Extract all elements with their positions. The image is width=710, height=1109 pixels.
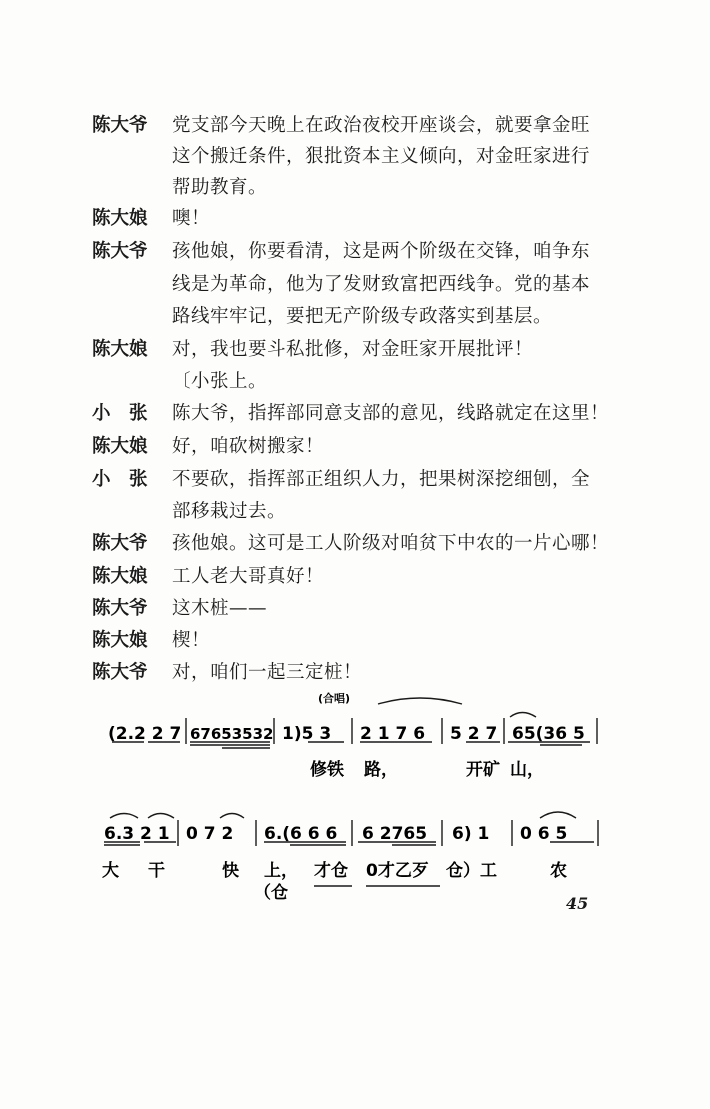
speech-text: 对，我也要斗私批修，对金旺家开展批评！ (172, 339, 534, 360)
speech-text: 帮助教育。 (172, 177, 268, 198)
score-measure: 2 1 7 6 (360, 724, 426, 744)
speaker-name: 陈大娘 (92, 339, 148, 360)
score-measure: 0 7 2 (186, 824, 234, 844)
score-measure: 6.3 2 1 (104, 824, 170, 844)
lyric: 山， (510, 760, 544, 780)
lyric: 0才乙歹 (366, 861, 429, 881)
lyric: 路， (364, 760, 398, 780)
lyric: 修铁 (310, 760, 344, 780)
chorus-mark: (合唱) (318, 692, 351, 705)
lyric: 开矿 (466, 760, 500, 780)
score-measure: (2.2 2 7 (108, 724, 182, 744)
lyric: 上， (264, 861, 298, 881)
score-measure: 6) 1 (452, 824, 490, 844)
speech-text: 这木桩—— (172, 598, 268, 619)
lyric: 快 (222, 861, 239, 881)
speaker-name: 小 张 (92, 403, 148, 424)
speech-text: 对，咱们一起三定桩！ (172, 662, 363, 683)
speaker-name: 陈大爷 (92, 662, 148, 683)
lyric: 农 (550, 861, 567, 881)
speech-text: 党支部今天晚上在政治夜校开座谈会，就要拿金旺 (172, 115, 591, 136)
page-number: 45 (566, 894, 589, 913)
speech-text: 部移栽过去。 (172, 501, 287, 522)
lyric: 才仓 (314, 861, 348, 881)
score-measure: 1)5 3 (282, 724, 332, 744)
speaker-name: 陈大娘 (92, 436, 148, 457)
slur-mark (378, 698, 462, 704)
speaker-name: 陈大娘 (92, 208, 148, 229)
score-measure: 65(36 5 (512, 724, 585, 744)
speaker-name: 陈大爷 (92, 241, 148, 262)
lyric-percussion: （仓 (254, 883, 288, 903)
speech-text: 孩他娘，你要看清，这是两个阶级在交锋，咱争东 (172, 241, 591, 262)
score-measure: 6.(6 6 6 (264, 824, 338, 844)
score-measure: 0 6 5 (520, 824, 568, 844)
speech-text: 这个搬迁条件，狠批资本主义倾向，对金旺家进行 (172, 146, 591, 167)
speech-text: 路线牢牢记，要把无产阶级专政落实到基层。 (172, 306, 553, 327)
speech-text: 不要砍，指挥部正组织人力，把果树深挖细刨，全 (172, 469, 591, 490)
speaker-name: 陈大爷 (92, 598, 148, 619)
speaker-name: 陈大娘 (92, 566, 148, 587)
speech-text: 好，咱砍树搬家！ (172, 436, 325, 457)
speech-text: 工人老大哥真好！ (172, 566, 325, 587)
speaker-name: 陈大爷 (92, 533, 148, 554)
speaker-name: 陈大爷 (92, 115, 148, 136)
score-measure: 67653532 (190, 725, 274, 743)
speech-text: 陈大爷，指挥部同意支部的意见，线路就定在这里！ (172, 403, 610, 424)
score-measure: 5 2 7 (450, 724, 498, 744)
stage-direction-text: 〔小张上。 (172, 371, 268, 392)
speech-text: 线是为革命，他为了发财致富把西线争。党的基本 (172, 274, 591, 295)
lyric: 大 (102, 861, 119, 881)
speech-text: 噢！ (172, 208, 211, 229)
score-measure: 6 2765 (362, 824, 428, 844)
speech-text: 孩他娘。这可是工人阶级对咱贫下中农的一片心哪！ (172, 533, 610, 554)
lyric: 仓）工 (446, 861, 497, 881)
speaker-name: 陈大娘 (92, 630, 148, 651)
speech-text: 楔！ (172, 630, 211, 651)
lyric: 干 (148, 861, 165, 881)
speaker-name: 小 张 (92, 469, 148, 490)
